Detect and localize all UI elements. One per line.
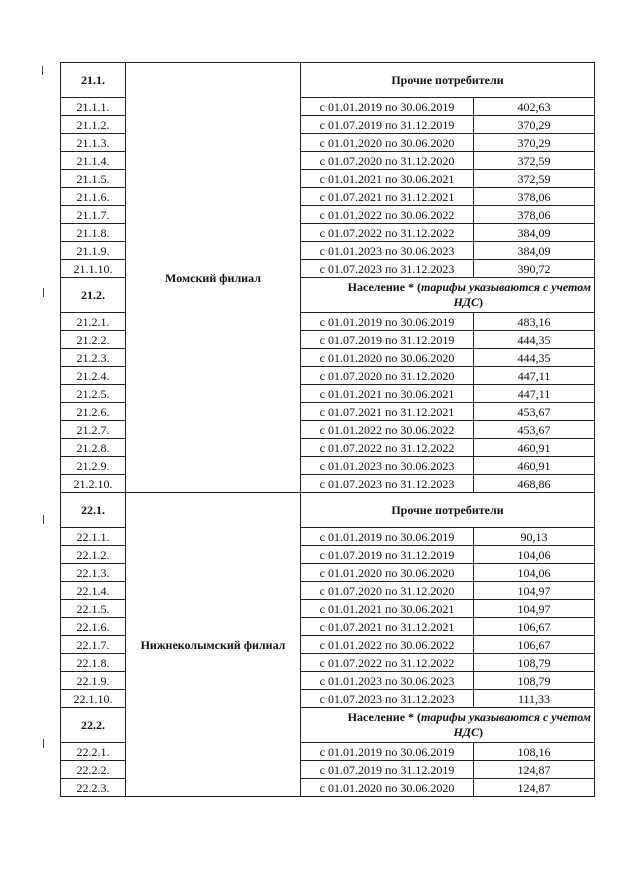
row-number: 22.2.3. — [61, 779, 126, 797]
row-number: 21.1.1. — [61, 98, 126, 116]
tariff-value: 372,59 — [474, 170, 595, 188]
row-number: 21.1.10. — [61, 260, 126, 278]
row-number: 21.2.5. — [61, 385, 126, 403]
branch-name: Момский филиал — [126, 63, 301, 493]
tariff-value: 447,11 — [474, 385, 595, 403]
tariff-value: 370,29 — [474, 134, 595, 152]
tariff-period: с 01.01.2023 по 30.06.2023 — [301, 242, 474, 260]
category-note-end: НДС — [453, 725, 479, 739]
tariff-value: 468,86 — [474, 475, 595, 493]
row-number: 22.2.2. — [61, 761, 126, 779]
tariff-value: 372,59 — [474, 152, 595, 170]
tariff-period: с 01.01.2020 по 30.06.2020 — [301, 134, 474, 152]
tariff-value: 460,91 — [474, 439, 595, 457]
category-suffix: ) — [479, 725, 483, 739]
group-header-row — [61, 63, 595, 98]
row-number: 21.1.6. — [61, 188, 126, 206]
row-number: 22.1.1. — [61, 528, 126, 546]
tariff-period: с 01.01.2022 по 30.06.2022 — [301, 206, 474, 224]
tariff-period: с 01.07.2023 по 31.12.2023 — [301, 690, 474, 708]
tariff-value: 104,06 — [474, 564, 595, 582]
row-number: 22.1.6. — [61, 618, 126, 636]
tariff-period: с 01.07.2019 по 31.12.2019 — [301, 546, 474, 564]
tariff-value: 104,97 — [474, 600, 595, 618]
tariff-period: с 01.01.2023 по 30.06.2023 — [301, 672, 474, 690]
row-number: 22.1.2. — [61, 546, 126, 564]
row-number: 21.1.9. — [61, 242, 126, 260]
tariff-table-body — [61, 63, 595, 797]
row-number: 21.2.9. — [61, 457, 126, 475]
row-number: 21.2.10. — [61, 475, 126, 493]
tariff-period: с 01.07.2020 по 31.12.2020 — [301, 367, 474, 385]
branch-name: Нижнеколымский филиал — [126, 493, 301, 797]
tariff-value: 108,79 — [474, 672, 595, 690]
row-number: 21.1.8. — [61, 224, 126, 242]
tariff-period: с 01.07.2020 по 31.12.2020 — [301, 582, 474, 600]
tariff-value: 402,63 — [474, 98, 595, 116]
margin-mark — [42, 66, 43, 75]
group-code: 21.2. — [61, 278, 126, 313]
tariff-value: 124,87 — [474, 779, 595, 797]
tariff-value: 460,91 — [474, 457, 595, 475]
tariff-period: с 01.07.2022 по 31.12.2022 — [301, 439, 474, 457]
row-number: 21.1.3. — [61, 134, 126, 152]
tariff-value: 453,67 — [474, 421, 595, 439]
tariff-value: 104,97 — [474, 582, 595, 600]
tariff-period: с 01.01.2019 по 30.06.2019 — [301, 528, 474, 546]
tariff-period: с 01.01.2021 по 30.06.2021 — [301, 170, 474, 188]
tariff-period: с 01.01.2019 по 30.06.2019 — [301, 98, 474, 116]
tariff-period: с 01.01.2022 по 30.06.2022 — [301, 421, 474, 439]
row-number: 21.2.4. — [61, 367, 126, 385]
row-number: 22.2.1. — [61, 743, 126, 761]
tariff-period: с 01.01.2022 по 30.06.2022 — [301, 636, 474, 654]
category-prefix: Население * ( — [347, 280, 422, 294]
consumer-category — [301, 708, 595, 743]
tariff-period: с 01.07.2022 по 31.12.2022 — [301, 224, 474, 242]
tariff-value: 453,67 — [474, 403, 595, 421]
tariff-value: 390,72 — [474, 260, 595, 278]
group-code: 22.1. — [61, 493, 126, 528]
tariff-period: с 01.01.2021 по 30.06.2021 — [301, 600, 474, 618]
row-number: 22.1.4. — [61, 582, 126, 600]
category-suffix: ) — [479, 295, 483, 309]
row-number: 22.1.5. — [61, 600, 126, 618]
row-number: 21.2.3. — [61, 349, 126, 367]
tariff-value: 104,06 — [474, 546, 595, 564]
margin-mark — [43, 515, 44, 524]
category-prefix: Население * ( — [347, 710, 422, 724]
tariff-period: с 01.01.2021 по 30.06.2021 — [301, 385, 474, 403]
margin-mark — [43, 739, 44, 748]
tariff-period: с 01.01.2019 по 30.06.2019 — [301, 313, 474, 331]
category-line2 — [304, 295, 591, 310]
tariff-value: 90,13 — [474, 528, 595, 546]
tariff-value: 483,16 — [474, 313, 595, 331]
category-note-end: НДС — [453, 295, 479, 309]
row-number: 21.2.1. — [61, 313, 126, 331]
tariff-period: с 01.07.2021 по 31.12.2021 — [301, 403, 474, 421]
tariff-period: с 01.07.2019 по 31.12.2019 — [301, 331, 474, 349]
row-number: 21.2.6. — [61, 403, 126, 421]
row-number: 22.1.10. — [61, 690, 126, 708]
consumer-category: Прочие потребители — [301, 63, 595, 98]
row-number: 22.1.8. — [61, 654, 126, 672]
consumer-category: Прочие потребители — [301, 493, 595, 528]
tariff-period: с 01.07.2019 по 31.12.2019 — [301, 761, 474, 779]
category-line2 — [304, 725, 591, 740]
row-number: 21.2.7. — [61, 421, 126, 439]
row-number: 22.1.3. — [61, 564, 126, 582]
tariff-period: с 01.07.2023 по 31.12.2023 — [301, 475, 474, 493]
tariff-value: 108,16 — [474, 743, 595, 761]
tariff-value: 384,09 — [474, 224, 595, 242]
row-number: 21.1.4. — [61, 152, 126, 170]
tariff-period: с 01.07.2019 по 31.12.2019 — [301, 116, 474, 134]
row-number: 21.1.5. — [61, 170, 126, 188]
category-note: тарифы указываются с учетом — [421, 280, 591, 294]
tariff-period: с 01.01.2023 по 30.06.2023 — [301, 457, 474, 475]
consumer-category — [301, 278, 595, 313]
tariff-value: 370,29 — [474, 116, 595, 134]
tariff-value: 108,79 — [474, 654, 595, 672]
tariff-period: с 01.07.2021 по 31.12.2021 — [301, 618, 474, 636]
tariff-value: 106,67 — [474, 636, 595, 654]
tariff-period: с 01.07.2022 по 31.12.2022 — [301, 654, 474, 672]
tariff-value: 124,87 — [474, 761, 595, 779]
group-code: 21.1. — [61, 63, 126, 98]
category-note: тарифы указываются с учетом — [421, 710, 591, 724]
tariff-period: с 01.07.2023 по 31.12.2023 — [301, 260, 474, 278]
tariff-period: с 01.01.2020 по 30.06.2020 — [301, 779, 474, 797]
row-number: 22.1.9. — [61, 672, 126, 690]
tariff-value: 378,06 — [474, 206, 595, 224]
row-number: 21.2.2. — [61, 331, 126, 349]
tariff-value: 378,06 — [474, 188, 595, 206]
tariff-value: 111,33 — [474, 690, 595, 708]
group-header-row — [61, 493, 595, 528]
tariff-value: 444,35 — [474, 331, 595, 349]
tariff-value: 444,35 — [474, 349, 595, 367]
group-code: 22.2. — [61, 708, 126, 743]
row-number: 21.1.2. — [61, 116, 126, 134]
row-number: 21.1.7. — [61, 206, 126, 224]
tariff-table — [60, 62, 595, 797]
row-number: 22.1.7. — [61, 636, 126, 654]
tariff-period: с 01.01.2019 по 30.06.2019 — [301, 743, 474, 761]
tariff-value: 447,11 — [474, 367, 595, 385]
tariff-period: с 01.07.2020 по 31.12.2020 — [301, 152, 474, 170]
margin-mark — [43, 288, 44, 297]
tariff-value: 106,67 — [474, 618, 595, 636]
tariff-period: с 01.01.2020 по 30.06.2020 — [301, 349, 474, 367]
tariff-period: с 01.01.2020 по 30.06.2020 — [301, 564, 474, 582]
row-number: 21.2.8. — [61, 439, 126, 457]
tariff-value: 384,09 — [474, 242, 595, 260]
tariff-period: с 01.07.2021 по 31.12.2021 — [301, 188, 474, 206]
